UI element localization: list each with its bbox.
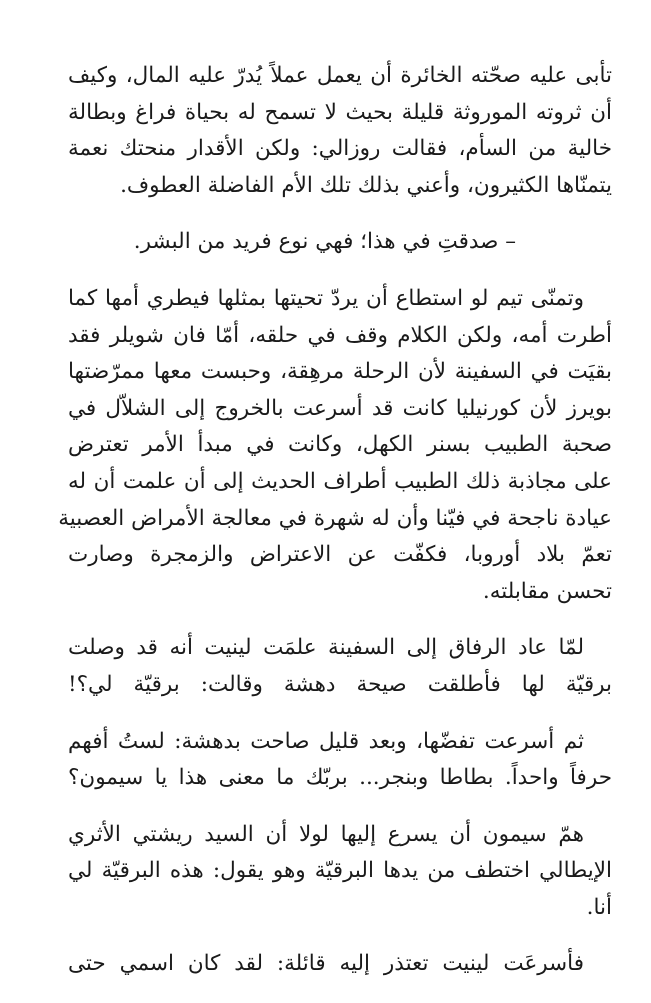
text-line: الإيطالي اختطف من يدها البرقيّة وهو يقول: هذه البرقيّة لي: [68, 858, 612, 884]
text-line: وتمنّى تيم لو استطاع أن يردّ تحيتها بمثلها فيطري أمها كما: [68, 285, 584, 311]
text-line: بويرز لأن كورنيليا كانت قد أسرعت بالخروج إلى الشلاّل في: [68, 395, 612, 421]
paragraph-7: [68, 946, 612, 983]
text-line: خالية من السأم، فقالت روزالي: ولكن الأقدار منحتك نعمة: [68, 136, 612, 162]
text-line: ثم أسرعت تفضّها، وبعد قليل صاحت بدهشة: لستُ أفهم: [68, 728, 584, 754]
paragraph-1: [68, 58, 612, 204]
paragraph-5: [68, 724, 612, 797]
text-line: تعمّ بلاد أوروبا، فكفّت عن الاعتراض والزمجرة وصارت: [68, 542, 612, 568]
paragraph-2: [68, 224, 612, 261]
text-line: أطرت أمه، ولكن الكلام وقف في حلقه، أمّا فان شويلر فقد: [68, 322, 612, 348]
text-line: على مجاذبة ذلك الطبيب أطراف الحديث إلى أن علمت أن له: [68, 468, 612, 494]
text-line: تأبى عليه صحّته الخائرة أن يعمل عملاً يُدرّ عليه المال، وكيف: [68, 63, 612, 88]
text-line: برقيّة لها فأطلقت صيحة دهشة وقالت: برقيّة لي؟!: [68, 671, 612, 697]
text-line: بقيَت في السفينة لأن الرحلة مرهِقة، وحبست معها ممرّضتها: [68, 359, 612, 385]
text-line: عيادة ناجحة في فيّنا وأن له شهرة في معالجة الأمراض العصبية: [58, 505, 612, 531]
text-line: حرفاً واحداً. بطاطا وبنجر... بربّك ما معنى هذا يا سيمون؟: [68, 765, 612, 791]
paragraph-4: [68, 630, 612, 703]
text-line: فأسرعَت لينيت تعتذر إليه قائلة: لقد كان اسمي حتى: [68, 951, 584, 977]
paragraph-3: [58, 281, 612, 610]
text-line: تحسن مقابلته.: [482, 578, 612, 604]
text-line: أنا.: [586, 894, 612, 920]
paragraph-6: [68, 817, 612, 927]
text-line: يتمنّاها الكثيرون، وأعني بذلك تلك الأم الفاضلة العطوف.: [120, 172, 612, 198]
text-line: صحبة الطبيب بسنر الكهل، وكانت في مبدأ الأمر تعترض: [68, 432, 612, 458]
text-line: – صدقتِ في هذا؛ فهي نوع فريد من البشر.: [133, 229, 516, 255]
text-line: همّ سيمون أن يسرع إليها لولا أن السيد ريشتي الأثري: [68, 821, 584, 847]
text-line: أن ثروته الموروثة قليلة بحيث لا تسمح له بحياة فراغ وبطالة: [68, 99, 612, 125]
book-page: [58, 58, 612, 1003]
text-line: لمّا عاد الرفاق إلى السفينة علمَت لينيت أنه قد وصلت: [68, 635, 584, 661]
